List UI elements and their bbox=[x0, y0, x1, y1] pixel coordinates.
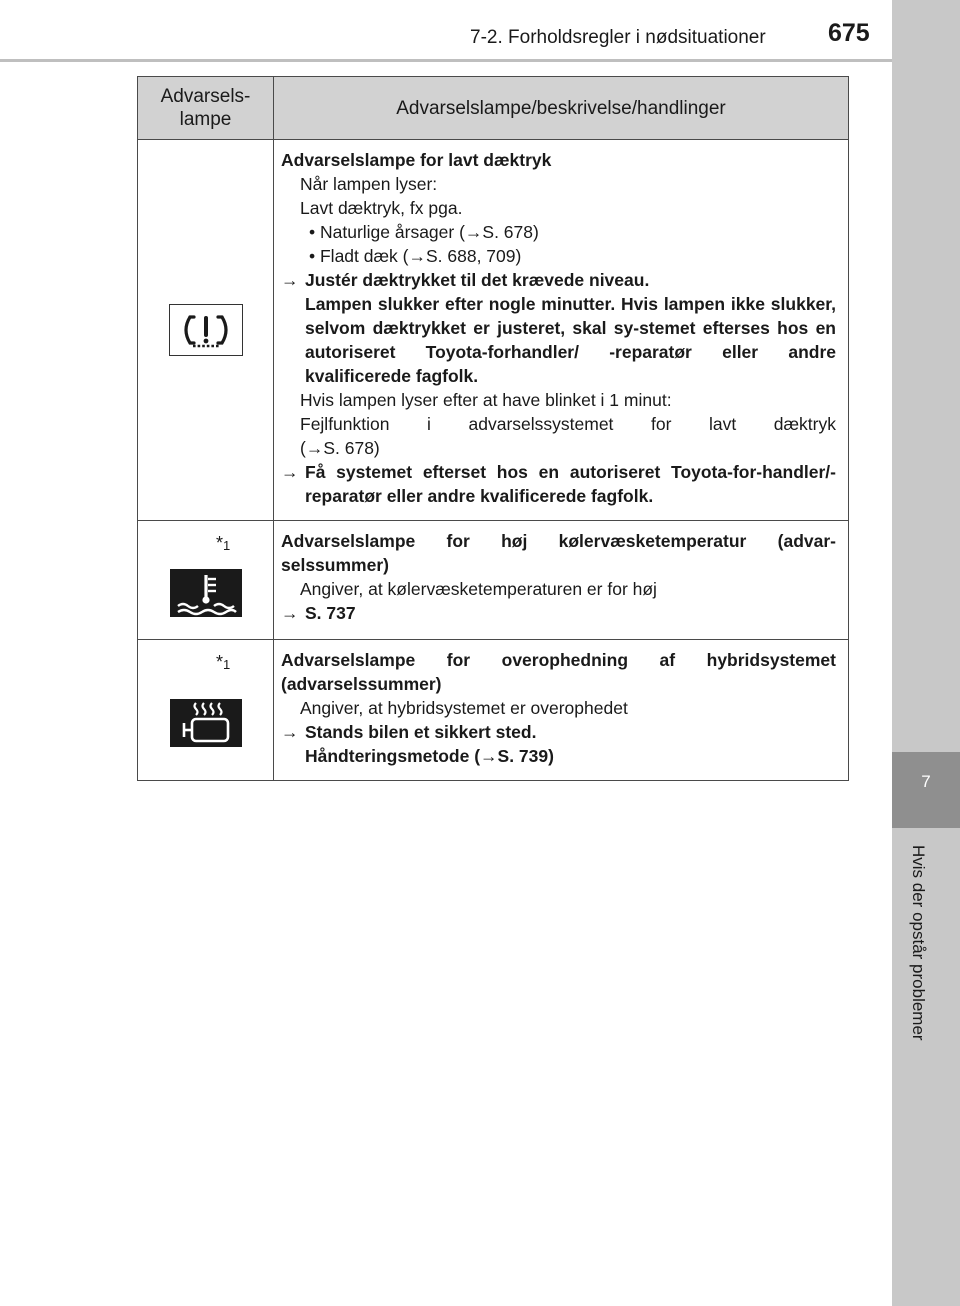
lamp-title: Advarselslampe for høj kølervæsketemperatur (advar-selssummer) bbox=[281, 531, 836, 575]
footnote-marker: $*_1$ bbox=[216, 533, 231, 553]
lamp-cell bbox=[138, 640, 274, 781]
chapter-title: Hvis der opstår problemer bbox=[909, 845, 928, 1041]
blink-result: Fejlfunktion i advarselssystemet for lavt dæktryk bbox=[300, 414, 836, 434]
coolant-temperature-icon bbox=[170, 569, 242, 617]
hybrid-system-overheat-icon bbox=[170, 699, 242, 747]
header-lamp-label: Advarsels- lampe bbox=[160, 86, 251, 130]
action-text: Justér dæktrykket til det krævede niveau. bbox=[305, 270, 650, 290]
side-strip bbox=[892, 0, 960, 1306]
condition-text: Når lampen lyser: bbox=[300, 174, 438, 194]
action-line bbox=[281, 601, 836, 625]
action-note: Håndteringsmetode (→S. 739) bbox=[305, 746, 554, 766]
action-text: Få systemet efterset hos en autoriseret Toyota-for-handler/-reparatør eller andre kvalificerede fagfolk. bbox=[305, 462, 836, 506]
arrow-icon: → bbox=[281, 462, 299, 482]
header-divider bbox=[0, 59, 892, 62]
description-cell bbox=[274, 140, 849, 521]
table-row bbox=[138, 640, 849, 781]
action-line bbox=[281, 720, 836, 744]
list-item: • Naturlige årsager (→S. 678) bbox=[309, 222, 539, 242]
description-cell bbox=[274, 640, 849, 781]
footnote-marker: $*_1$ bbox=[216, 652, 231, 672]
header-lamp bbox=[138, 77, 274, 140]
arrow-icon: → bbox=[281, 722, 299, 742]
cause-text: Lavt dæktryk, fx pga. bbox=[300, 198, 463, 218]
action-note: Lampen slukker efter nogle minutter. Hvis lampen ikke slukker, selvom dæktrykket er justeret, skal sy-stemet efterses hos en autoriseret Toyota-forhandler/ -reparatør eller andre kvalificerede fagfolk. bbox=[305, 294, 836, 386]
lamp-title: Advarselslampe for lavt dæktryk bbox=[281, 150, 552, 170]
warning-lamp-table bbox=[137, 76, 849, 781]
arrow-icon: → bbox=[281, 603, 299, 623]
blink-condition: Hvis lampen lyser efter at have blinket i 1 minut: bbox=[300, 390, 672, 410]
page-number: 675 bbox=[828, 19, 870, 47]
table-header-row bbox=[138, 77, 849, 140]
action-line bbox=[281, 268, 836, 292]
action-line bbox=[281, 460, 836, 508]
page-reference: S. 737 bbox=[305, 603, 356, 623]
section-title: 7-2. Forholdsregler i nødsituationer bbox=[470, 27, 766, 48]
lamp-cell bbox=[138, 521, 274, 640]
list-item: • Fladt dæk (→S. 688, 709) bbox=[309, 246, 522, 266]
description-cell bbox=[274, 521, 849, 640]
description-text: Angiver, at hybridsystemet er overophedet bbox=[300, 698, 628, 718]
action-text: Stands bilen et sikkert sted. bbox=[305, 722, 537, 742]
blink-reference: (→S. 678) bbox=[300, 438, 380, 458]
lamp-cell bbox=[138, 140, 274, 521]
description-text: Angiver, at kølervæsketemperaturen er for høj bbox=[300, 579, 657, 599]
table-row bbox=[138, 521, 849, 640]
header-description: Advarselslampe/beskrivelse/handlinger bbox=[274, 77, 849, 140]
table-row bbox=[138, 140, 849, 521]
arrow-icon: → bbox=[281, 270, 299, 290]
tire-pressure-warning-icon bbox=[169, 304, 243, 356]
lamp-title: Advarselslampe for overophedning af hybridsystemet (advarselssummer) bbox=[281, 650, 836, 694]
chapter-number: 7 bbox=[921, 772, 931, 791]
